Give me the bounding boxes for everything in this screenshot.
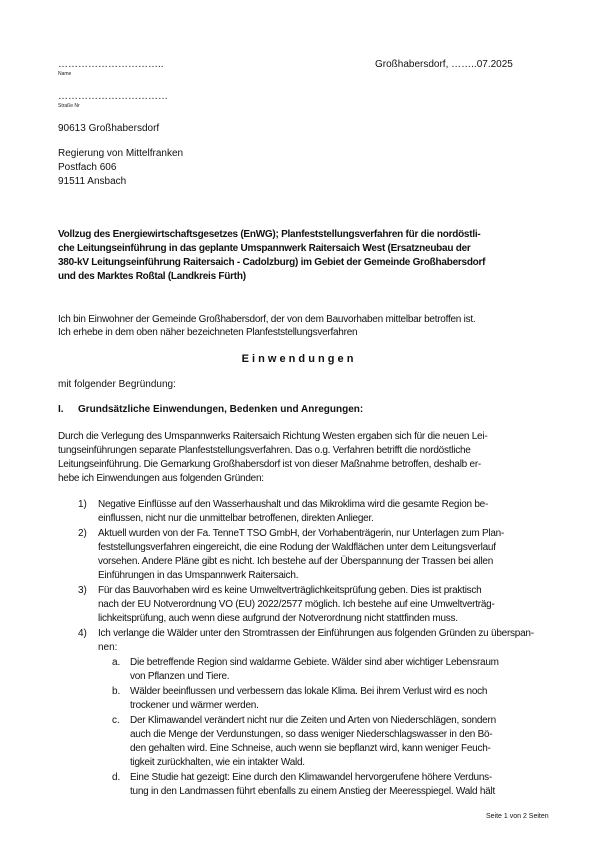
objections-heading: E i n w e n d u n g e n	[241, 353, 354, 365]
subject-line: Vollzug des Energiewirtschaftsgesetzes (EnWG); Planfeststellungsverfahren für die nordöstli-	[58, 229, 481, 240]
sender-name-dots: …………………………..	[58, 59, 164, 70]
subject-line: che Leitungseinführung in das geplante Umspannwerk Raitersaich West (Ersatzneubau der	[58, 243, 471, 254]
sublist-line: Die betreffende Region sind waldarme Gebiete. Wälder sind aber wichtiger Lebensraum	[130, 657, 499, 668]
sublist-letter: d.	[112, 772, 121, 783]
sender-city: 90613 Großhabersdorf	[58, 123, 160, 134]
sender-street-dots: ……………………………	[58, 91, 168, 102]
list-item-line: Einführungen in das Umspannwerk Raitersaich.	[98, 570, 299, 581]
section-number: I.	[58, 404, 64, 415]
sublist-line: Wälder beeinflussen und verbessern das lokale Klima. Bei ihrem Verlust wird es noch	[130, 686, 488, 697]
subject-line: und des Marktes Roßtal (Landkreis Fürth)	[58, 271, 246, 282]
sender-name-label: Name	[58, 71, 72, 77]
list-item-line: Aktuell wurden von der Fa. TenneT TSO GmbH, der Vorhabenträgerin, nur Unterlagen zum Plan-	[98, 528, 505, 539]
list-item-line: nen:	[98, 642, 118, 653]
sender-street-label: Straße Nr	[58, 103, 80, 109]
intro-line: Ich erhebe in dem oben näher bezeichneten Planfeststellungsverfahren	[58, 327, 358, 338]
list-item-line: lichkeitsprüfung, auch wenn diese aufgrund der Notverordnung nicht stattfinden muss.	[98, 613, 458, 624]
list-item-line: Ich verlange die Wälder unter den Stromtrassen der Einführungen aus folgenden Gründen zu überspan-	[98, 628, 534, 639]
page-footer: Seite 1 von 2 Seiten	[486, 813, 549, 820]
list-item-number: 3)	[78, 585, 87, 596]
sublist-line: Der Klimawandel verändert nicht nur die Zeiten und Arten von Niederschlägen, sondern	[130, 715, 496, 726]
sublist-line: trockener und wärmer werden.	[130, 700, 259, 711]
sublist-line: tigkeit zurückhalten, wie ein intakter Wald.	[130, 757, 305, 768]
recipient-line: 91511 Ansbach	[58, 176, 127, 187]
sublist-letter: b.	[112, 686, 121, 697]
reason-intro: mit folgender Begründung:	[58, 379, 176, 390]
list-item-number: 2)	[78, 528, 87, 539]
sublist-line: von Pflanzen und Tiere.	[130, 671, 230, 682]
sublist-letter: c.	[112, 715, 120, 726]
paragraph-line: Leitungseinführung. Die Gemarkung Großhabersdorf ist von dieser Maßnahme betroffen, deshalb er-	[58, 459, 481, 470]
recipient-line: Regierung von Mittelfranken	[58, 148, 184, 159]
place-date: Großhabersdorf, ……..07.2025	[375, 59, 513, 70]
subject-line: 380-kV Leitungseinführung Raitersaich - Cadolzburg) im Gebiet der Gemeinde Großhabersdorf	[58, 257, 486, 268]
paragraph-line: hebe ich Einwendungen aus folgenden Gründen:	[58, 473, 264, 484]
list-item-line: nach der EU Notverordnung VO (EU) 2022/2577 möglich. Ich bestehe auf eine Umweltverträg-	[98, 599, 495, 610]
list-item-number: 4)	[78, 628, 87, 639]
list-item-number: 1)	[78, 499, 87, 510]
recipient-line: Postfach 606	[58, 162, 117, 173]
list-item-line: vorsehen. Andere Pläne gibt es nicht. Ich bestehe auf der Überspannung der Trassen bei allen	[98, 556, 494, 567]
list-item-line: Für das Bauvorhaben wird es keine Umweltverträglichkeitsprüfung geben. Dies ist praktisch	[98, 585, 482, 596]
section-title: Grundsätzliche Einwendungen, Bedenken und Anregungen:	[78, 404, 364, 415]
intro-line: Ich bin Einwohner der Gemeinde Großhabersdorf, der von dem Bauvorhaben mittelbar betroffen ist.	[58, 314, 476, 325]
sublist-letter: a.	[112, 657, 121, 668]
sublist-line: den gehalten wird. Eine Schneise, auch wenn sie bepflanzt wird, kann weniger Feuch-	[130, 743, 491, 754]
sublist-line: Eine Studie hat gezeigt: Eine durch den Klimawandel hervorgerufene höhere Verduns-	[130, 772, 492, 783]
list-item-line: feststellungsverfahren eingereicht, die eine Rodung der Waldflächen unter dem Leitungsverlauf	[98, 542, 496, 553]
sublist-line: auch die Menge der Verdunstungen, so dass weniger Niederschlagswasser in den Bö-	[130, 729, 493, 740]
paragraph-line: Durch die Verlegung des Umspannwerks Raitersaich Richtung Westen ergaben sich für die neuen Lei-	[58, 431, 488, 442]
list-item-line: Negative Einflüsse auf den Wasserhaushalt und das Mikroklima wird die gesamte Region be-	[98, 499, 489, 510]
sublist-line: tung in den Landmassen führt ebenfalls zu einem Anstieg der Meeresspiegel. Wald hält	[130, 786, 495, 797]
list-item-line: einflussen, nicht nur die unmittelbar betroffenen, direkten Anlieger.	[98, 513, 374, 524]
paragraph-line: tungseinführungen separate Planfeststellungsverfahren. Das o.g. Verfahren betrifft die nordöstliche	[58, 445, 471, 456]
